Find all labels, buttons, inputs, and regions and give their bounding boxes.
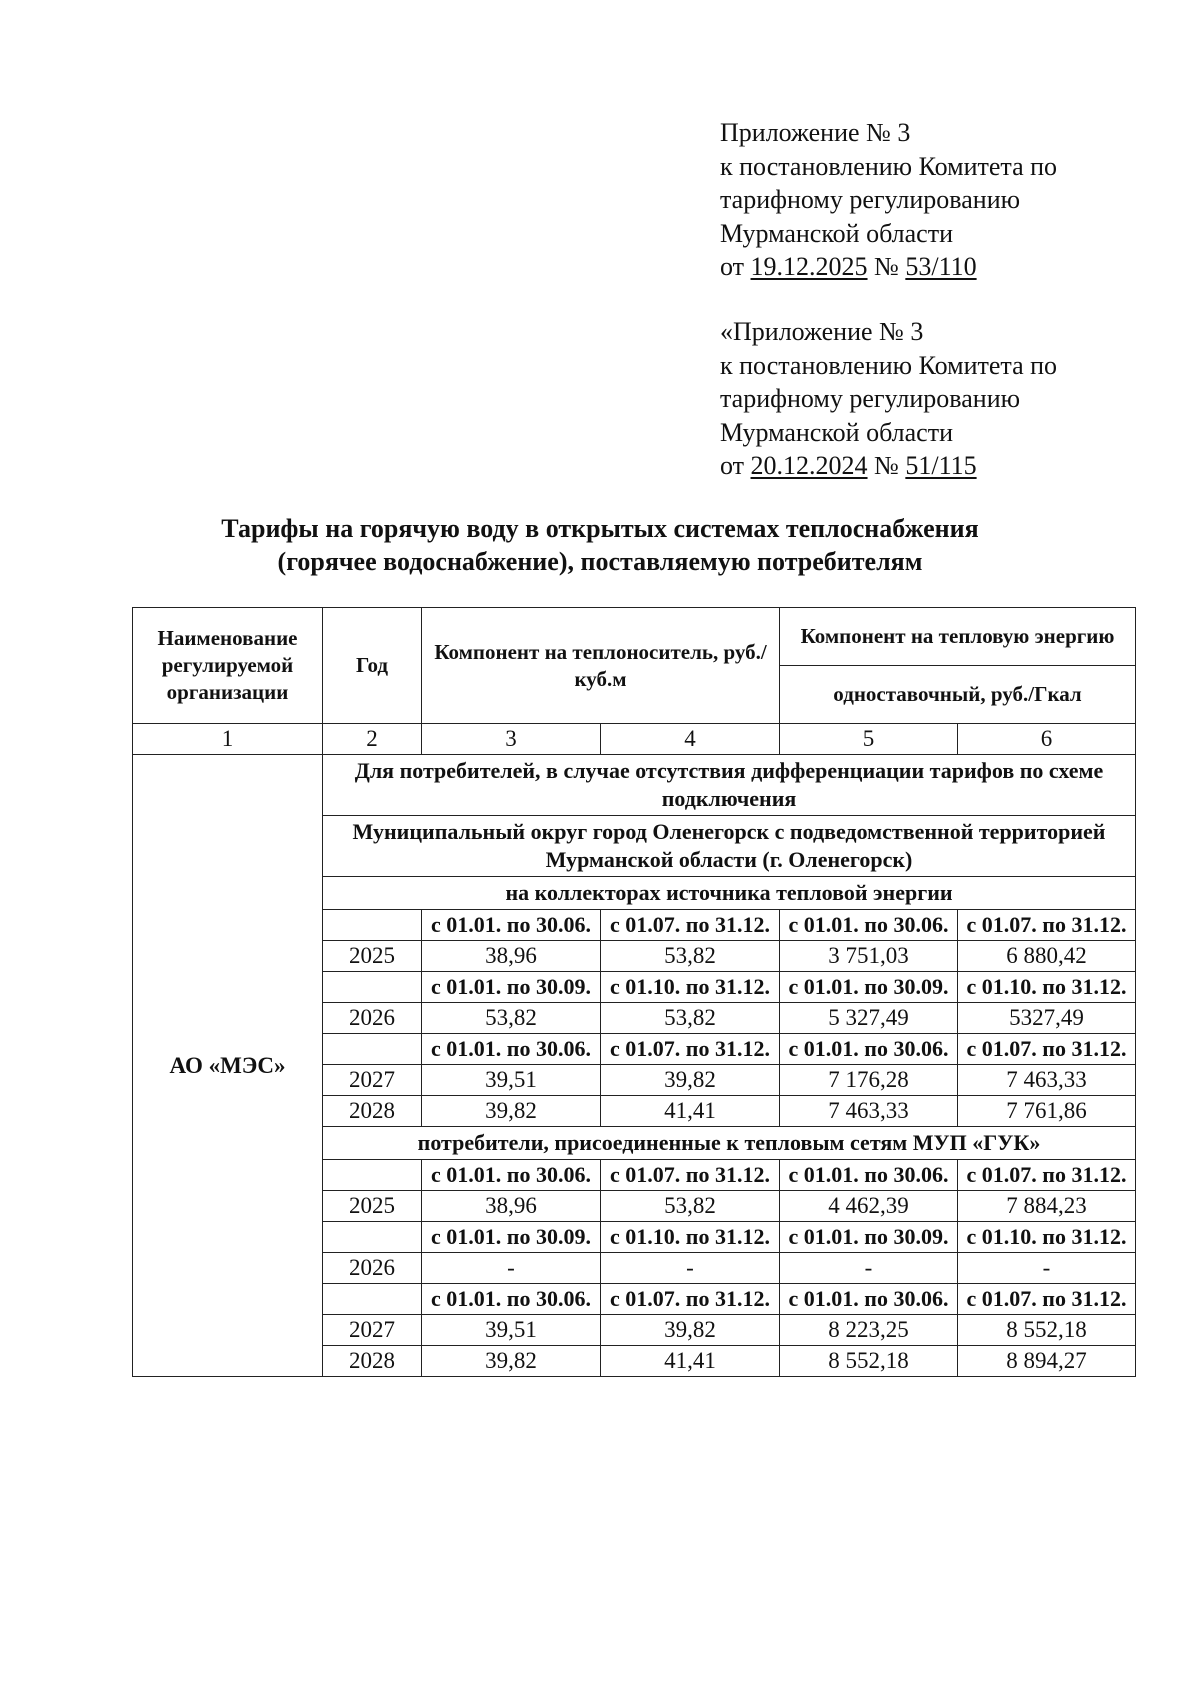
value-cell: 39,51 — [422, 1315, 601, 1346]
year-cell: 2025 — [323, 1191, 422, 1222]
appendix-current-block — [720, 116, 1057, 284]
column-number: 3 — [422, 724, 601, 755]
value-cell: 5 327,49 — [780, 1003, 958, 1034]
value-cell: 53,82 — [601, 1191, 780, 1222]
empty-year-cell — [323, 1160, 422, 1191]
empty-year-cell — [323, 910, 422, 941]
value-cell: 39,82 — [422, 1096, 601, 1127]
appendix-line: к постановлению Комитета по — [720, 151, 1058, 181]
group-title: на коллекторах источника тепловой энергии — [323, 877, 1136, 910]
period-cell: с 01.01. по 30.09. — [422, 972, 601, 1003]
org-header: Наименование регулируемой организации — [133, 608, 323, 724]
value-cell: 41,41 — [601, 1096, 780, 1127]
period-cell: с 01.07. по 31.12. — [958, 1284, 1136, 1315]
year-cell: 2026 — [323, 1003, 422, 1034]
value-cell: - — [422, 1253, 601, 1284]
period-cell: с 01.07. по 31.12. — [958, 1034, 1136, 1065]
year-cell: 2026 — [323, 1253, 422, 1284]
empty-year-cell — [323, 1284, 422, 1315]
period-cell: с 01.07. по 31.12. — [601, 1284, 780, 1315]
year-cell: 2025 — [323, 941, 422, 972]
column-number: 6 — [958, 724, 1136, 755]
appendix-line: к постановлению Комитета по — [720, 350, 1058, 380]
energy-subheader: одноставочный, руб./Гкал — [780, 666, 1136, 724]
value-cell: 39,51 — [422, 1065, 601, 1096]
value-cell: - — [780, 1253, 958, 1284]
value-cell: 3 751,03 — [780, 941, 958, 972]
number-sign: № — [874, 451, 899, 480]
period-cell: с 01.01. по 30.06. — [422, 910, 601, 941]
column-number: 2 — [323, 724, 422, 755]
period-cell: с 01.01. по 30.06. — [780, 1284, 958, 1315]
value-cell: 7 761,86 — [958, 1096, 1136, 1127]
energy-header: Компонент на тепловую энергию — [780, 608, 1136, 666]
period-cell: с 01.01. по 30.06. — [780, 1160, 958, 1191]
organization-name: АО «МЭС» — [133, 755, 323, 1377]
value-cell: 39,82 — [601, 1315, 780, 1346]
column-number: 5 — [780, 724, 958, 755]
section-main: Для потребителей, в случае отсутствия дифференциации тарифов по схеме подключения — [323, 755, 1136, 816]
appendix-line: Мурманской области — [720, 218, 953, 248]
year-header: Год — [323, 608, 422, 724]
group-title: потребители, присоединенные к тепловым сетям МУП «ГУК» — [323, 1127, 1136, 1160]
title-line: (горячее водоснабжение), поставляемую потребителям — [277, 547, 923, 576]
value-cell: 41,41 — [601, 1346, 780, 1377]
period-cell: с 01.07. по 31.12. — [601, 1160, 780, 1191]
value-cell: 7 463,33 — [958, 1065, 1136, 1096]
period-cell: с 01.01. по 30.06. — [780, 910, 958, 941]
resolution-date: 19.12.2025 — [750, 252, 868, 281]
appendix-line: «Приложение № 3 — [720, 317, 924, 346]
value-cell: 38,96 — [422, 941, 601, 972]
value-cell: 53,82 — [601, 941, 780, 972]
year-cell: 2028 — [323, 1096, 422, 1127]
carrier-header: Компонент на теплоноситель, руб./куб.м — [422, 608, 780, 724]
value-cell: 53,82 — [422, 1003, 601, 1034]
from-label: от — [720, 451, 745, 480]
column-number: 1 — [133, 724, 323, 755]
tariff-table — [132, 607, 1136, 1377]
year-cell: 2028 — [323, 1346, 422, 1377]
period-cell: с 01.01. по 30.09. — [422, 1222, 601, 1253]
appendix-line: Приложение № 3 — [720, 118, 911, 147]
value-cell: 7 176,28 — [780, 1065, 958, 1096]
value-cell: 7 463,33 — [780, 1096, 958, 1127]
period-cell: с 01.01. по 30.09. — [780, 1222, 958, 1253]
value-cell: - — [601, 1253, 780, 1284]
value-cell: 4 462,39 — [780, 1191, 958, 1222]
value-cell: 39,82 — [601, 1065, 780, 1096]
appendix-line: тарифному регулированию — [720, 384, 1021, 413]
value-cell: 6 880,42 — [958, 941, 1136, 972]
period-cell: с 01.07. по 31.12. — [601, 1034, 780, 1065]
period-cell: с 01.01. по 30.06. — [422, 1034, 601, 1065]
period-cell: с 01.07. по 31.12. — [958, 910, 1136, 941]
appendix-date-line — [720, 250, 1057, 284]
value-cell: 8 552,18 — [958, 1315, 1136, 1346]
empty-year-cell — [323, 1034, 422, 1065]
empty-year-cell — [323, 1222, 422, 1253]
empty-year-cell — [323, 972, 422, 1003]
number-sign: № — [874, 252, 899, 281]
appendix-line: Мурманской области — [720, 417, 953, 447]
period-cell: с 01.10. по 31.12. — [958, 1222, 1136, 1253]
page-title — [0, 512, 1200, 578]
value-cell: 39,82 — [422, 1346, 601, 1377]
period-cell: с 01.10. по 31.12. — [601, 1222, 780, 1253]
value-cell: - — [958, 1253, 1136, 1284]
period-cell: с 01.07. по 31.12. — [601, 910, 780, 941]
value-cell: 8 223,25 — [780, 1315, 958, 1346]
period-cell: с 01.01. по 30.06. — [422, 1160, 601, 1191]
period-cell: с 01.01. по 30.06. — [422, 1284, 601, 1315]
period-cell: с 01.01. по 30.06. — [780, 1034, 958, 1065]
value-cell: 8 894,27 — [958, 1346, 1136, 1377]
period-cell: с 01.01. по 30.09. — [780, 972, 958, 1003]
from-label: от — [720, 252, 745, 281]
column-number: 4 — [601, 724, 780, 755]
appendix-date-line — [720, 449, 1057, 483]
value-cell: 38,96 — [422, 1191, 601, 1222]
title-line: Тарифы на горячую воду в открытых системах теплоснабжения — [221, 514, 979, 543]
resolution-number: 51/115 — [905, 451, 977, 480]
resolution-date: 20.12.2024 — [750, 451, 868, 480]
value-cell: 7 884,23 — [958, 1191, 1136, 1222]
year-cell: 2027 — [323, 1315, 422, 1346]
resolution-number: 53/110 — [905, 252, 977, 281]
period-cell: с 01.07. по 31.12. — [958, 1160, 1136, 1191]
year-cell: 2027 — [323, 1065, 422, 1096]
municipality-row: Муниципальный округ город Оленегорск с подведомственной территорией Мурманской области (г. Оленегорск) — [323, 816, 1136, 877]
value-cell: 5327,49 — [958, 1003, 1136, 1034]
appendix-previous-block — [720, 315, 1057, 483]
appendix-line: тарифному регулированию — [720, 185, 1021, 214]
value-cell: 8 552,18 — [780, 1346, 958, 1377]
period-cell: с 01.10. по 31.12. — [601, 972, 780, 1003]
value-cell: 53,82 — [601, 1003, 780, 1034]
period-cell: с 01.10. по 31.12. — [958, 972, 1136, 1003]
